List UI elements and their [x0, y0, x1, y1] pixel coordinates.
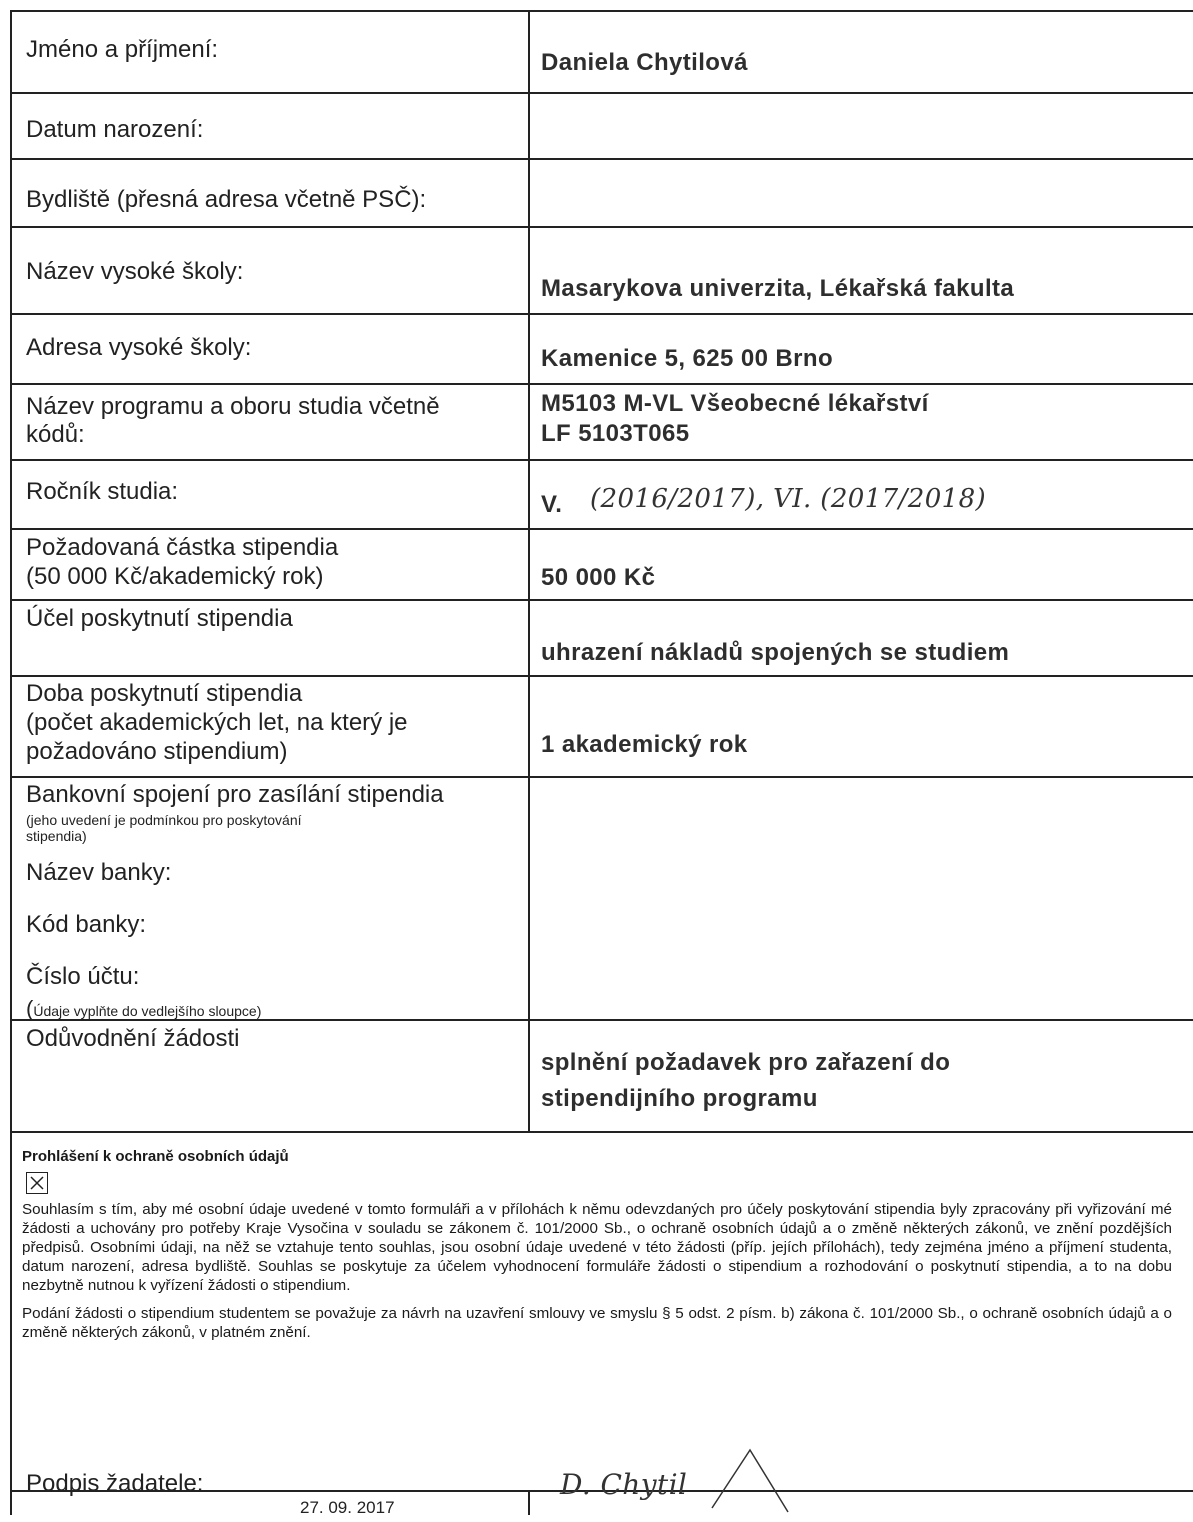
program-label-line1: Název programu a oboru studia včetně	[26, 393, 440, 420]
program-value-line1: M5103 M-VL Všeobecné lékařství	[541, 390, 929, 417]
consent-checkbox[interactable]	[26, 1172, 48, 1194]
duration-label-line2: (počet akademických let, na který je	[26, 709, 408, 736]
study-year-handwritten: (2016/2017), VI. (2017/2018)	[590, 484, 987, 514]
duration-value: 1 akademický rok	[541, 731, 748, 758]
school-address-label: Adresa vysoké školy:	[26, 334, 252, 361]
school-name-value: Masarykova univerzita, Lékařská fakulta	[541, 275, 1015, 302]
program-label-line2: kódů:	[26, 421, 85, 448]
signature-handwriting: D. Chytil	[560, 1468, 688, 1501]
checkbox-x-icon	[29, 1175, 45, 1191]
amount-label-line1: Požadovaná částka stipendia	[26, 534, 339, 561]
amount-label-line2: (50 000 Kč/akademický rok)	[26, 563, 324, 590]
school-name-label: Název vysoké školy:	[26, 258, 244, 285]
duration-label-line3: požadováno stipendium)	[26, 738, 288, 765]
justification-value-line1: splnění požadavek pro zařazení do	[541, 1049, 951, 1076]
name-value: Daniela Chytilová	[541, 49, 748, 76]
name-label: Jméno a příjmení:	[26, 36, 219, 63]
column-divider	[528, 10, 530, 1133]
duration-label-line1: Doba poskytnutí stipendia	[26, 680, 303, 707]
program-value-line2: LF 5103T065	[541, 420, 690, 447]
signature-label: Podpis žadatele:	[26, 1470, 204, 1497]
bank-name-label: Název banky:	[26, 859, 172, 886]
bank-note-line1: (jeho uvedení je podmínkou pro poskytování	[26, 812, 302, 828]
school-address-value: Kamenice 5, 625 00 Brno	[541, 345, 834, 372]
signature-date: 27. 09. 2017	[300, 1498, 395, 1517]
column-divider-signature	[528, 1492, 530, 1515]
justification-value-line2: stipendijního programu	[541, 1085, 818, 1112]
bank-hint: (Údaje vyplňte do vedlejšího sloupce)	[26, 996, 262, 1021]
bank-code-label: Kód banky:	[26, 911, 147, 938]
purpose-label: Účel poskytnutí stipendia	[26, 605, 293, 632]
consent-title: Prohlášení k ochraně osobních údajů	[22, 1148, 289, 1165]
study-year-printed: V.	[541, 491, 563, 518]
signature-flourish	[710, 1446, 790, 1515]
purpose-value: uhrazení nákladů spojených se studiem	[541, 639, 1010, 666]
amount-value: 50 000 Kč	[541, 564, 656, 591]
study-year-label: Ročník studia:	[26, 478, 179, 505]
birthdate-label: Datum narození:	[26, 116, 204, 143]
account-number-label: Číslo účtu:	[26, 963, 140, 990]
consent-paragraph-1: Souhlasím s tím, aby mé osobní údaje uvedené v tomto formuláři a v přílohách k němu odevzdaných pro účely poskytování stipendia byly zpracovány při vyřizování mé žádosti a uchovány pro potřeby Kraje Vysočina v souladu se zákonem č. 101/2000 Sb., o ochraně osobních údajů a o změně některých zákonů, ve znění pozdějších předpisů. Osobními údaji, na něž se vztahuje tento souhlas, jsou osobní údaje uvedené v této žádosti (příp. jejích přílohách), tedy zejména jméno a příjmení studenta, datum narození, adresa bydliště. Souhlas se poskytuje za účelem vyhodnocení formuláře žádosti o stipendium a rozhodování o poskytnutí stipendia, a to na dobu nezbytně nutnou k vyřízení žádosti o stipendium.	[22, 1201, 1172, 1294]
justification-label: Odůvodnění žádosti	[26, 1025, 240, 1052]
bank-title: Bankovní spojení pro zasílání stipendia	[26, 781, 444, 808]
consent-paragraph-2: Podání žádosti o stipendium studentem se považuje za návrh na uzavření smlouvy ve smyslu § 5 odst. 2 písm. b) zákona č. 101/2000 Sb., o ochraně osobních údajů a o změně některých zákonů, v platném znění.	[22, 1305, 1172, 1341]
bank-note-line2: stipendia)	[26, 828, 87, 844]
residence-label: Bydliště (přesná adresa včetně PSČ):	[26, 186, 427, 213]
